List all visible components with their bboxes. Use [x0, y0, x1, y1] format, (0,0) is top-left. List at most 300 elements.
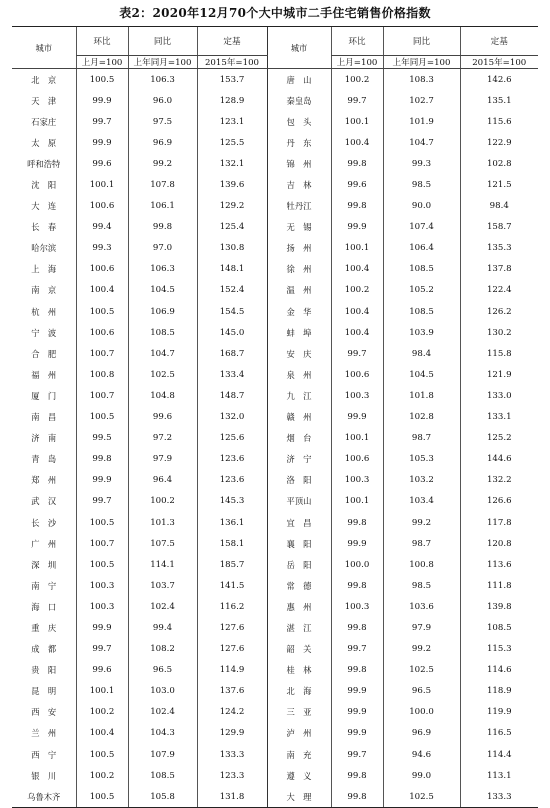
city-name-cell: 深 圳 — [31, 559, 57, 570]
mom-index-cell: 99.8 — [331, 153, 383, 174]
base-index-cell: 111.8 — [460, 575, 538, 596]
yoy-index-cell: 96.9 — [383, 723, 460, 744]
yoy-index-cell: 96.4 — [128, 470, 197, 491]
city-name-cell: 丹 东 — [267, 132, 331, 153]
city-name-cell: 徐 州 — [267, 259, 331, 280]
table-row — [12, 639, 538, 660]
city-name-cell: 长 春 — [31, 222, 57, 233]
mom-index-cell: 99.9 — [331, 702, 383, 723]
table-row — [12, 238, 538, 259]
yoy-index-cell: 108.3 — [383, 69, 460, 91]
yoy-index-cell: 104.5 — [383, 364, 460, 385]
yoy-index-cell: 105.2 — [383, 280, 460, 301]
mom-index-cell: 100.4 — [76, 723, 128, 744]
city-name-cell: 桂 林 — [267, 660, 331, 681]
header-mom-right: 环比 — [331, 27, 383, 56]
city-name-cell: 南 京 — [31, 285, 57, 296]
city-name-cell: 无 锡 — [267, 217, 331, 238]
table-row — [12, 512, 538, 533]
mom-index-cell: 100.2 — [331, 69, 383, 91]
yoy-index-cell: 100.2 — [128, 491, 197, 512]
yoy-index-cell: 104.3 — [128, 723, 197, 744]
yoy-index-cell: 96.9 — [128, 132, 197, 153]
mom-index-cell: 100.5 — [76, 554, 128, 575]
city-name-cell: 唐 山 — [267, 69, 331, 91]
base-index-cell: 122.4 — [460, 280, 538, 301]
city-name-cell: 南 充 — [267, 744, 331, 765]
city-name-cell: 牡丹江 — [267, 196, 331, 217]
yoy-index-cell: 102.4 — [128, 596, 197, 617]
yoy-index-cell: 108.5 — [383, 259, 460, 280]
table-row — [12, 196, 538, 217]
yoy-index-cell: 98.5 — [383, 174, 460, 195]
mom-index-cell: 100.1 — [331, 428, 383, 449]
mom-index-cell: 100.7 — [76, 533, 128, 554]
yoy-index-cell: 102.4 — [128, 702, 197, 723]
base-index-cell: 114.6 — [460, 660, 538, 681]
mom-index-cell: 100.4 — [331, 259, 383, 280]
mom-index-cell: 100.1 — [331, 491, 383, 512]
table-row — [12, 153, 538, 174]
base-index-cell: 129.2 — [197, 196, 267, 217]
city-name-cell: 遵 义 — [267, 765, 331, 786]
mom-index-cell: 99.9 — [331, 407, 383, 428]
city-name-cell: 西 宁 — [31, 749, 57, 760]
yoy-index-cell: 97.5 — [128, 111, 197, 132]
yoy-index-cell: 103.7 — [128, 575, 197, 596]
yoy-index-cell: 107.9 — [128, 744, 197, 765]
city-name-cell: 湛 江 — [267, 617, 331, 638]
city-name-cell: 烟 台 — [267, 428, 331, 449]
table-row — [12, 343, 538, 364]
yoy-index-cell: 97.2 — [128, 428, 197, 449]
yoy-index-cell: 97.9 — [128, 449, 197, 470]
city-name-cell: 金 华 — [267, 301, 331, 322]
mom-index-cell: 99.8 — [331, 786, 383, 808]
base-index-cell: 102.8 — [460, 153, 538, 174]
base-index-cell: 128.9 — [197, 90, 267, 111]
yoy-index-cell: 94.6 — [383, 744, 460, 765]
city-name-cell: 常 德 — [267, 575, 331, 596]
city-name-cell: 惠 州 — [267, 596, 331, 617]
mom-index-cell: 100.1 — [331, 111, 383, 132]
city-name-cell: 昆 明 — [31, 686, 57, 697]
base-index-cell: 153.7 — [197, 69, 267, 91]
mom-index-cell: 99.8 — [331, 617, 383, 638]
mom-index-cell: 99.8 — [331, 575, 383, 596]
city-name-cell: 石家庄 — [31, 116, 57, 127]
base-index-cell: 148.1 — [197, 259, 267, 280]
yoy-index-cell: 99.6 — [128, 407, 197, 428]
table-row — [12, 765, 538, 786]
mom-index-cell: 99.7 — [76, 639, 128, 660]
mom-index-cell: 100.3 — [331, 470, 383, 491]
city-name-cell: 济 宁 — [267, 449, 331, 470]
city-name-cell: 银 川 — [31, 770, 57, 781]
yoy-index-cell: 99.8 — [128, 217, 197, 238]
city-name-cell: 厦 门 — [31, 390, 57, 401]
city-name-cell: 南 昌 — [31, 412, 57, 423]
city-name-cell: 郑 州 — [31, 475, 57, 486]
yoy-index-cell: 100.0 — [383, 702, 460, 723]
city-name-cell: 韶 关 — [267, 639, 331, 660]
base-index-cell: 139.8 — [460, 596, 538, 617]
mom-index-cell: 100.6 — [76, 322, 128, 343]
yoy-index-cell: 106.4 — [383, 238, 460, 259]
base-index-cell: 139.6 — [197, 174, 267, 195]
table-row — [12, 617, 538, 638]
base-index-cell: 108.5 — [460, 617, 538, 638]
table-row — [12, 322, 538, 343]
base-index-cell: 129.9 — [197, 723, 267, 744]
base-index-cell: 114.4 — [460, 744, 538, 765]
city-name-cell: 合 肥 — [31, 348, 57, 359]
yoy-index-cell: 90.0 — [383, 196, 460, 217]
table-row — [12, 786, 538, 808]
table-row — [12, 470, 538, 491]
yoy-index-cell: 96.5 — [128, 660, 197, 681]
city-name-cell: 太 原 — [31, 137, 57, 148]
base-index-cell: 124.2 — [197, 702, 267, 723]
base-index-cell: 145.3 — [197, 491, 267, 512]
mom-index-cell: 100.5 — [76, 69, 128, 91]
table-row — [12, 723, 538, 744]
city-name-cell: 北 京 — [31, 74, 57, 85]
yoy-index-cell: 99.0 — [383, 765, 460, 786]
city-name-cell: 武 汉 — [31, 496, 57, 507]
base-index-cell: 119.9 — [460, 702, 538, 723]
mom-index-cell: 100.3 — [331, 596, 383, 617]
mom-index-cell: 100.2 — [76, 765, 128, 786]
base-index-cell: 123.6 — [197, 449, 267, 470]
yoy-index-cell: 102.5 — [383, 786, 460, 808]
base-index-cell: 133.3 — [460, 786, 538, 808]
table-row — [12, 217, 538, 238]
mom-index-cell: 99.6 — [76, 660, 128, 681]
city-name-cell: 洛 阳 — [267, 470, 331, 491]
yoy-index-cell: 103.9 — [383, 322, 460, 343]
base-index-cell: 127.6 — [197, 639, 267, 660]
city-name-cell: 包 头 — [267, 111, 331, 132]
mom-index-cell: 99.6 — [76, 153, 128, 174]
base-index-cell: 116.2 — [197, 596, 267, 617]
yoy-index-cell: 98.7 — [383, 533, 460, 554]
yoy-index-cell: 99.4 — [128, 617, 197, 638]
mom-index-cell: 99.8 — [331, 660, 383, 681]
base-index-cell: 136.1 — [197, 512, 267, 533]
mom-index-cell: 100.2 — [76, 702, 128, 723]
base-index-cell: 126.6 — [460, 491, 538, 512]
yoy-index-cell: 100.8 — [383, 554, 460, 575]
base-index-cell: 115.3 — [460, 639, 538, 660]
base-index-cell: 132.1 — [197, 153, 267, 174]
city-name-cell: 济 南 — [31, 433, 57, 444]
mom-index-cell: 100.2 — [331, 280, 383, 301]
table-title: 表2：2020年12月70个大中城市二手住宅销售价格指数 — [119, 6, 431, 20]
city-name-cell: 青 岛 — [31, 454, 57, 465]
mom-index-cell: 99.8 — [331, 512, 383, 533]
mom-index-cell: 100.6 — [331, 449, 383, 470]
mom-index-cell: 100.5 — [76, 744, 128, 765]
mom-index-cell: 99.4 — [76, 217, 128, 238]
city-name-cell: 呼和浩特 — [27, 158, 61, 169]
city-name-cell: 长 沙 — [31, 517, 57, 528]
mom-index-cell: 100.5 — [76, 301, 128, 322]
city-name-cell: 吉 林 — [267, 174, 331, 195]
table-row — [12, 90, 538, 111]
yoy-index-cell: 99.2 — [383, 639, 460, 660]
yoy-index-cell: 114.1 — [128, 554, 197, 575]
base-index-cell: 114.9 — [197, 660, 267, 681]
header-city-left: 城市 — [12, 27, 76, 69]
mom-index-cell: 100.0 — [331, 554, 383, 575]
yoy-index-cell: 108.5 — [383, 301, 460, 322]
yoy-index-cell: 106.9 — [128, 301, 197, 322]
base-index-cell: 152.4 — [197, 280, 267, 301]
yoy-index-cell: 107.8 — [128, 174, 197, 195]
city-name-cell: 沈 阳 — [31, 180, 57, 191]
header-base-left: 定基 — [197, 27, 267, 56]
base-index-cell: 123.1 — [197, 111, 267, 132]
mom-index-cell: 99.8 — [331, 765, 383, 786]
base-index-cell: 115.8 — [460, 343, 538, 364]
base-index-cell: 120.8 — [460, 533, 538, 554]
base-index-cell: 125.6 — [197, 428, 267, 449]
table-row — [12, 681, 538, 702]
header-yoy-left: 同比 — [128, 27, 197, 56]
city-name-cell: 福 州 — [31, 369, 57, 380]
base-index-cell: 142.6 — [460, 69, 538, 91]
base-index-cell: 148.7 — [197, 385, 267, 406]
table-row — [12, 449, 538, 470]
mom-index-cell: 99.9 — [76, 90, 128, 111]
base-index-cell: 123.3 — [197, 765, 267, 786]
yoy-index-cell: 106.1 — [128, 196, 197, 217]
base-index-cell: 154.5 — [197, 301, 267, 322]
yoy-index-cell: 107.5 — [128, 533, 197, 554]
yoy-index-cell: 102.5 — [128, 364, 197, 385]
base-index-cell: 121.5 — [460, 174, 538, 195]
table-row — [12, 575, 538, 596]
city-name-cell: 宜 昌 — [267, 512, 331, 533]
yoy-index-cell: 96.5 — [383, 681, 460, 702]
base-index-cell: 132.2 — [460, 470, 538, 491]
table-row — [12, 132, 538, 153]
table-row — [12, 407, 538, 428]
table-row — [12, 385, 538, 406]
yoy-index-cell: 99.3 — [383, 153, 460, 174]
mom-index-cell: 100.1 — [331, 238, 383, 259]
table-row — [12, 174, 538, 195]
mom-index-cell: 99.3 — [76, 238, 128, 259]
city-name-cell: 泸 州 — [267, 723, 331, 744]
city-name-cell: 兰 州 — [31, 728, 57, 739]
yoy-index-cell: 101.8 — [383, 385, 460, 406]
city-name-cell: 广 州 — [31, 538, 57, 549]
city-name-cell: 乌鲁木齐 — [12, 786, 76, 808]
yoy-index-cell: 103.6 — [383, 596, 460, 617]
mom-index-cell: 99.7 — [76, 111, 128, 132]
table-row — [12, 301, 538, 322]
city-name-cell: 三 亚 — [267, 702, 331, 723]
city-name-cell: 锦 州 — [267, 153, 331, 174]
city-name-cell: 泉 州 — [267, 364, 331, 385]
base-index-cell: 122.9 — [460, 132, 538, 153]
base-index-cell: 118.9 — [460, 681, 538, 702]
yoy-index-cell: 103.0 — [128, 681, 197, 702]
mom-index-cell: 99.9 — [76, 617, 128, 638]
mom-index-cell: 100.4 — [331, 132, 383, 153]
city-name-cell: 温 州 — [267, 280, 331, 301]
yoy-index-cell: 105.3 — [383, 449, 460, 470]
city-name-cell: 海 口 — [31, 601, 57, 612]
base-index-cell: 185.7 — [197, 554, 267, 575]
header-mom-left: 环比 — [76, 27, 128, 56]
table-row — [12, 660, 538, 681]
mom-index-cell: 100.5 — [76, 407, 128, 428]
yoy-index-cell: 107.4 — [383, 217, 460, 238]
table-row — [12, 744, 538, 765]
yoy-index-cell: 97.0 — [128, 238, 197, 259]
mom-index-cell: 100.8 — [76, 364, 128, 385]
city-name-cell: 哈尔滨 — [31, 243, 57, 254]
mom-index-cell: 100.6 — [76, 196, 128, 217]
mom-index-cell: 100.5 — [76, 512, 128, 533]
mom-index-cell: 99.5 — [76, 428, 128, 449]
city-name-cell: 襄 阳 — [267, 533, 331, 554]
base-index-cell: 145.0 — [197, 322, 267, 343]
yoy-index-cell: 108.5 — [128, 765, 197, 786]
base-index-cell: 121.9 — [460, 364, 538, 385]
city-name-cell: 蚌 埠 — [267, 322, 331, 343]
table-row — [12, 280, 538, 301]
mom-index-cell: 99.8 — [76, 449, 128, 470]
base-index-cell: 130.8 — [197, 238, 267, 259]
mom-index-cell: 99.6 — [331, 174, 383, 195]
yoy-index-cell: 108.2 — [128, 639, 197, 660]
yoy-index-cell: 104.5 — [128, 280, 197, 301]
base-index-cell: 127.6 — [197, 617, 267, 638]
base-index-cell: 116.5 — [460, 723, 538, 744]
yoy-index-cell: 96.0 — [128, 90, 197, 111]
base-index-cell: 131.8 — [197, 786, 267, 808]
city-name-cell: 岳 阳 — [267, 554, 331, 575]
mom-index-cell: 100.5 — [76, 786, 128, 808]
base-index-cell: 133.0 — [460, 385, 538, 406]
header-base-sub-left: 2015年=100 — [197, 56, 267, 69]
city-name-cell: 安 庆 — [267, 343, 331, 364]
mom-index-cell: 99.7 — [331, 744, 383, 765]
mom-index-cell: 99.7 — [331, 639, 383, 660]
mom-index-cell: 99.9 — [331, 533, 383, 554]
yoy-index-cell: 102.5 — [383, 660, 460, 681]
mom-index-cell: 99.9 — [331, 681, 383, 702]
city-name-cell: 九 江 — [267, 385, 331, 406]
city-name-cell: 南 宁 — [31, 580, 57, 591]
base-index-cell: 168.7 — [197, 343, 267, 364]
yoy-index-cell: 108.5 — [128, 322, 197, 343]
table-row — [12, 554, 538, 575]
city-name-cell: 大 连 — [31, 201, 57, 212]
mom-index-cell: 100.3 — [331, 385, 383, 406]
header-mom-sub-left: 上月=100 — [76, 56, 128, 69]
table-row — [12, 111, 538, 132]
mom-index-cell: 99.9 — [76, 132, 128, 153]
mom-index-cell: 100.4 — [331, 301, 383, 322]
base-index-cell: 132.0 — [197, 407, 267, 428]
yoy-index-cell: 106.3 — [128, 69, 197, 91]
mom-index-cell: 99.9 — [331, 217, 383, 238]
header-yoy-sub-right: 上年同月=100 — [383, 56, 460, 69]
city-name-cell: 贵 阳 — [31, 665, 57, 676]
base-index-cell: 123.6 — [197, 470, 267, 491]
mom-index-cell: 100.1 — [76, 681, 128, 702]
mom-index-cell: 100.4 — [76, 280, 128, 301]
yoy-index-cell: 101.9 — [383, 111, 460, 132]
city-name-cell: 北 海 — [267, 681, 331, 702]
table-row — [12, 491, 538, 512]
base-index-cell: 125.4 — [197, 217, 267, 238]
yoy-index-cell: 102.7 — [383, 90, 460, 111]
header-city-right: 城市 — [267, 27, 331, 69]
header-mom-sub-right: 上月=100 — [331, 56, 383, 69]
yoy-index-cell: 98.5 — [383, 575, 460, 596]
base-index-cell: 144.6 — [460, 449, 538, 470]
city-name-cell: 成 都 — [31, 644, 57, 655]
yoy-index-cell: 104.7 — [128, 343, 197, 364]
mom-index-cell: 100.3 — [76, 596, 128, 617]
mom-index-cell: 99.7 — [331, 90, 383, 111]
yoy-index-cell: 99.2 — [383, 512, 460, 533]
yoy-index-cell: 106.3 — [128, 259, 197, 280]
yoy-index-cell: 104.7 — [383, 132, 460, 153]
base-index-cell: 133.4 — [197, 364, 267, 385]
city-name-cell: 杭 州 — [31, 306, 57, 317]
base-index-cell: 135.3 — [460, 238, 538, 259]
mom-index-cell: 99.7 — [76, 491, 128, 512]
mom-index-cell: 100.7 — [76, 343, 128, 364]
mom-index-cell: 100.6 — [76, 259, 128, 280]
yoy-index-cell: 103.2 — [383, 470, 460, 491]
base-index-cell: 130.2 — [460, 322, 538, 343]
city-name-cell: 赣 州 — [267, 407, 331, 428]
city-name-cell: 大 理 — [267, 786, 331, 808]
mom-index-cell: 99.9 — [76, 470, 128, 491]
base-index-cell: 115.6 — [460, 111, 538, 132]
table-row — [12, 428, 538, 449]
mom-index-cell: 100.7 — [76, 385, 128, 406]
yoy-index-cell: 105.8 — [128, 786, 197, 808]
table-body — [12, 69, 538, 808]
city-name-cell: 天 津 — [31, 95, 57, 106]
base-index-cell: 117.8 — [460, 512, 538, 533]
base-index-cell: 133.1 — [460, 407, 538, 428]
base-index-cell: 125.5 — [197, 132, 267, 153]
city-name-cell: 秦皇岛 — [267, 90, 331, 111]
yoy-index-cell: 97.9 — [383, 617, 460, 638]
city-name-cell: 重 庆 — [31, 622, 57, 633]
mom-index-cell: 100.3 — [76, 575, 128, 596]
base-index-cell: 137.8 — [460, 259, 538, 280]
header-yoy-right: 同比 — [383, 27, 460, 56]
mom-index-cell: 99.9 — [331, 723, 383, 744]
table-row — [12, 702, 538, 723]
base-index-cell: 125.2 — [460, 428, 538, 449]
base-index-cell: 141.5 — [197, 575, 267, 596]
base-index-cell: 126.2 — [460, 301, 538, 322]
yoy-index-cell: 98.7 — [383, 428, 460, 449]
header-yoy-sub-left: 上年同月=100 — [128, 56, 197, 69]
